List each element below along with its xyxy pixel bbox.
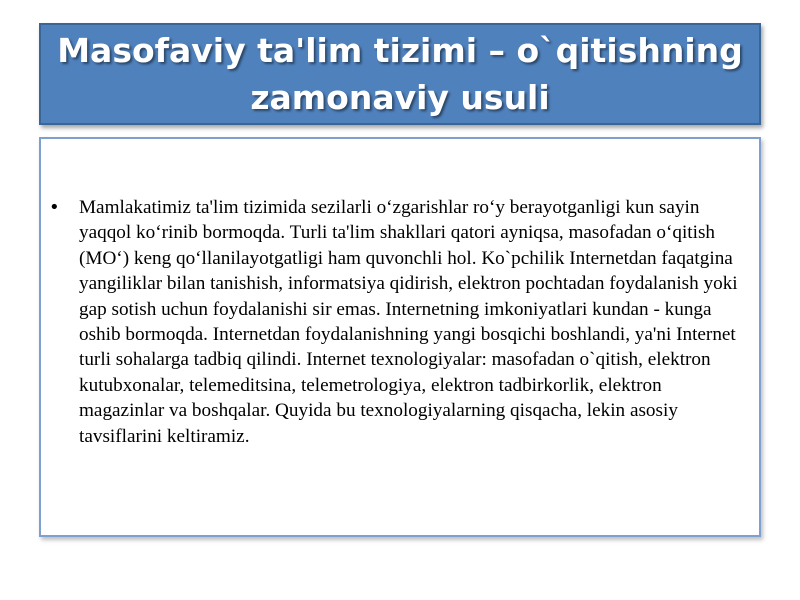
slide-title: Masofaviy ta'lim tizimi – o`qitishning zamonaviy usuli [57, 31, 743, 117]
bullet-text: Mamlakatimiz ta'lim tizimida sezilarli o‘zgarishlar ro‘y berayotganligi kun sayin yaqqol ko‘rinib bormoqda. Turli ta'lim shakllari qatori ayniqsa, masofadan o‘qitish (MO‘) keng qo‘llanilayotgatligi ham quvonchli hol. Ko`pchilik Internetdan faqatgina yangiliklar bilan tanishish, informatsiya qidirish, elektron pochtadan foydalanish yoki gap sotish uchun foydalanishi sir emas. Internetning imkoniyatlari kundan - kunga oshib bormoqda. Internetdan foydalanishning yangi bosqichi boshlandi, ya'ni Internet turli sohalarga tadbiq qilindi. Internet texnologiyalar: masofadan o`qitish, elektron kutubxonalar, telemeditsina, telemetrologiya, elektron tadbirkorlik, elektron magazinlar va boshqalar. Quyida bu texnologiyalarning qisqacha, lekin asosiy tavsiflarini keltiramiz. [79, 197, 738, 447]
content-box [39, 137, 761, 537]
bullet-item [49, 195, 749, 449]
title-box [39, 23, 761, 125]
bullet-dot-icon: • [49, 197, 60, 218]
